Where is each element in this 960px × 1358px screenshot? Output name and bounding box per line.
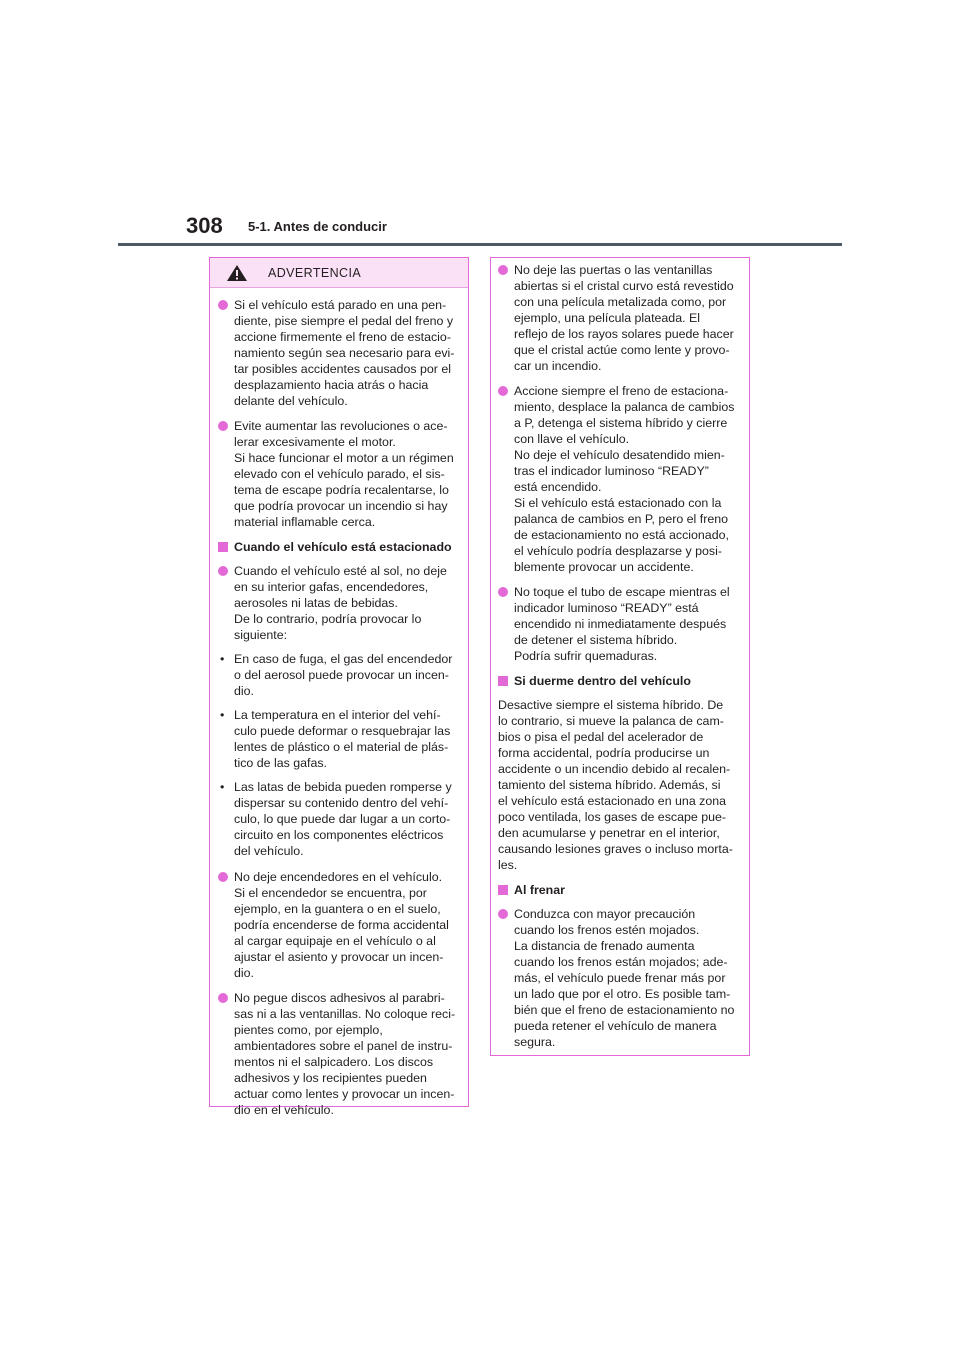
- square-bullet-icon: [498, 885, 508, 895]
- bullet-text: [234, 297, 460, 409]
- sub-bullet-item: [218, 779, 460, 859]
- warning-content-right: [491, 258, 749, 1050]
- text-line: blemente provocar un accidente.: [514, 560, 694, 574]
- header-rule: [118, 243, 842, 246]
- text-line: Las latas de bebida pueden romperse y: [234, 780, 452, 794]
- text-line: culo, lo que puede dar lugar a un corto-: [234, 812, 451, 826]
- sub-bullet-symbol: •: [220, 708, 225, 722]
- text-line: del vehículo.: [234, 844, 304, 858]
- text-line: con llave el vehículo.: [514, 432, 630, 446]
- text-line: car un incendio.: [514, 359, 602, 373]
- sub-bullet-text: [234, 707, 460, 771]
- text-line: tras el indicador luminoso “READY”: [514, 464, 709, 478]
- text-line: actuar como lentes y provocar un incen-: [234, 1087, 455, 1101]
- text-line: poco ventilada, los gases de escape pue-: [498, 810, 727, 824]
- bullet-dot-icon: [498, 587, 508, 597]
- text-line: reflejo de los rayos solares puede hacer: [514, 327, 734, 341]
- text-line: aerosoles ni latas de bebidas.: [234, 596, 398, 610]
- bullet-dot-icon: [218, 566, 228, 576]
- bullet-item: [498, 262, 741, 374]
- text-line: Si el vehículo está parado en una pen-: [234, 298, 447, 312]
- text-line: lo contrario, si mueve la palanca de cam-: [498, 714, 724, 728]
- text-line: den acumularse y penetrar en el interior,: [498, 826, 720, 840]
- text-line: bién que el freno de estacionamiento no: [514, 1003, 735, 1017]
- text-line: pueda retener el vehículo de manera: [514, 1019, 717, 1033]
- text-line: cuando los frenos estén mojados.: [514, 923, 700, 937]
- text-line: Cuando el vehículo esté al sol, no deje: [234, 564, 447, 578]
- text-line: de estacionamiento no está accionado,: [514, 528, 729, 542]
- bullet-text: [234, 563, 460, 643]
- bullet-dot-icon: [218, 993, 228, 1003]
- text-line: De lo contrario, podría provocar lo: [234, 612, 422, 626]
- bullet-text: [514, 383, 741, 575]
- page-number: 308: [186, 213, 223, 238]
- bullet-item: [218, 990, 460, 1118]
- text-line: cuando los frenos están mojados; ade-: [514, 955, 728, 969]
- text-line: material inflamable cerca.: [234, 515, 376, 529]
- text-line: lerar excesivamente el motor.: [234, 435, 396, 449]
- text-line: tar posibles accidentes causados por el: [234, 362, 451, 376]
- text-line: a P, detenga el sistema híbrido y cierre: [514, 416, 728, 430]
- text-line: el vehículo está estacionado en una zona: [498, 794, 727, 808]
- text-line: dio.: [234, 966, 254, 980]
- text-line: indicador luminoso “READY” está: [514, 601, 699, 615]
- subheading-text: Al frenar: [514, 883, 565, 897]
- bullet-item: [218, 869, 460, 981]
- text-line: pientes como, por ejemplo,: [234, 1023, 383, 1037]
- text-line: tamiento del sistema híbrido. Además, si: [498, 778, 721, 792]
- bullet-dot-icon: [498, 265, 508, 275]
- sub-bullet-symbol: •: [220, 652, 225, 666]
- bullet-dot-icon: [218, 300, 228, 310]
- warning-triangle-icon: [226, 264, 248, 282]
- bullet-dot-icon: [218, 872, 228, 882]
- section-title: 5-1. Antes de conducir: [248, 219, 387, 234]
- text-line: ambientadores sobre el panel de instru-: [234, 1039, 453, 1053]
- warning-content-left: [210, 288, 468, 1118]
- text-line: les.: [498, 858, 518, 872]
- bullet-item: [218, 297, 460, 409]
- text-line: al cargar equipaje en el vehículo o al: [234, 934, 436, 948]
- text-line: o del aerosol puede provocar un incen-: [234, 668, 449, 682]
- text-line: ejemplo, una película plateada. El: [514, 311, 700, 325]
- text-line: La distancia de frenado aumenta: [514, 939, 695, 953]
- text-line: No deje las puertas o las ventanillas: [514, 263, 713, 277]
- text-line: Conduzca con mayor precaución: [514, 907, 696, 921]
- text-line: adhesivos y los recipientes pueden: [234, 1071, 427, 1085]
- sub-bullet-item: [218, 651, 460, 699]
- text-line: que podría provocar un incendio si hay: [234, 499, 448, 513]
- text-line: desplazamiento hacia atrás o hacia: [234, 378, 429, 392]
- text-line: miento, desplace la palanca de cambios: [514, 400, 735, 414]
- text-line: podría encenderse de forma accidental: [234, 918, 449, 932]
- bullet-item: [498, 584, 741, 664]
- text-line: culo puede deformar o resquebrajar las: [234, 724, 451, 738]
- text-line: más, el vehículo puede frenar más por: [514, 971, 726, 985]
- bullet-dot-icon: [498, 909, 508, 919]
- square-bullet-icon: [218, 542, 228, 552]
- text-line: En caso de fuga, el gas del encendedor: [234, 652, 453, 666]
- text-line: accione firmemente el freno de estacio-: [234, 330, 451, 344]
- text-line: Desactive siempre el sistema híbrido. De: [498, 698, 724, 712]
- text-line: abiertas si el cristal curvo está revestido: [514, 279, 734, 293]
- text-line: de detener el sistema híbrido.: [514, 633, 678, 647]
- text-line: delante del vehículo.: [234, 394, 348, 408]
- text-line: ejemplo, en la guantera o en el suelo,: [234, 902, 441, 916]
- text-line: un lado que por el otro. Es posible tam-: [514, 987, 731, 1001]
- text-line: sas ni a las ventanillas. No coloque reci-: [234, 1007, 456, 1021]
- text-line: que el cristal actúe como lente y provo-: [514, 343, 730, 357]
- text-line: tema de escape podría recalentarse, lo: [234, 483, 449, 497]
- text-line: No deje el vehículo desatendido mien-: [514, 448, 725, 462]
- text-line: palanca de cambios en P, pero el freno: [514, 512, 728, 526]
- warning-header: [210, 258, 468, 288]
- text-line: forma accidental, podría producirse un: [498, 746, 710, 760]
- text-line: en su interior gafas, encendedores,: [234, 580, 429, 594]
- text-line: La temperatura en el interior del vehí-: [234, 708, 441, 722]
- subheading: [498, 882, 741, 898]
- subheading: [218, 539, 460, 555]
- warning-title: ADVERTENCIA: [268, 265, 362, 280]
- sub-bullet-symbol: •: [220, 780, 225, 794]
- text-line: con una película metalizada como, por: [514, 295, 727, 309]
- text-line: namiento según sea necesario para evi-: [234, 346, 455, 360]
- text-line: causando lesiones graves o incluso morta-: [498, 842, 733, 856]
- bullet-text: [234, 418, 460, 530]
- text-line: diente, pise siempre el pedal del freno y: [234, 314, 454, 328]
- text-line: Si hace funcionar el motor a un régimen: [234, 451, 454, 465]
- text-line: No toque el tubo de escape mientras el: [514, 585, 730, 599]
- text-line: lentes de plástico o el material de plás-: [234, 740, 449, 754]
- text-line: mentos ni el salpicadero. Los discos: [234, 1055, 434, 1069]
- text-line: Si el vehículo está estacionado con la: [514, 496, 722, 510]
- text-line: dio en el vehículo.: [234, 1103, 334, 1117]
- bullet-item: [218, 418, 460, 530]
- bullet-text: [514, 906, 741, 1050]
- text-line: Podría sufrir quemaduras.: [514, 649, 658, 663]
- bullet-text: [514, 262, 741, 374]
- sub-bullet-text: [234, 651, 460, 699]
- bullet-text: [234, 990, 460, 1118]
- bullet-text: [514, 584, 741, 664]
- paragraph: [498, 697, 741, 873]
- text-line: está encendido.: [514, 480, 602, 494]
- text-line: accidente o un incendio debido al recalen-: [498, 762, 731, 776]
- subheading: [498, 673, 741, 689]
- text-line: el vehículo podría desplazarse y posi-: [514, 544, 723, 558]
- bullet-dot-icon: [218, 421, 228, 431]
- text-line: tico de las gafas.: [234, 756, 327, 770]
- sub-bullet-item: [218, 707, 460, 771]
- text-line: Evite aumentar las revoluciones o ace-: [234, 419, 448, 433]
- square-bullet-icon: [498, 676, 508, 686]
- subheading-text: Si duerme dentro del vehículo: [514, 674, 691, 688]
- text-line: encendido ni inmediatamente después: [514, 617, 727, 631]
- bullet-item: [498, 383, 741, 575]
- warning-box-left: [209, 257, 469, 1117]
- text-line: No pegue discos adhesivos al parabri-: [234, 991, 445, 1005]
- text-line: siguiente:: [234, 628, 288, 642]
- bullet-item: [218, 563, 460, 643]
- text-line: Si el encendedor se encuentra, por: [234, 886, 427, 900]
- text-line: dispersar su contenido dentro del vehí-: [234, 796, 449, 810]
- text-line: segura.: [514, 1035, 556, 1049]
- subheading-text: Cuando el vehículo está estacionado: [234, 540, 452, 554]
- text-line: dio.: [234, 684, 254, 698]
- sub-bullet-text: [234, 779, 460, 859]
- text-line: ajustar el asiento y provocar un incen-: [234, 950, 444, 964]
- text-line: circuito en los componentes eléctricos: [234, 828, 444, 842]
- text-line: No deje encendedores en el vehículo.: [234, 870, 443, 884]
- bullet-dot-icon: [498, 386, 508, 396]
- warning-box-right: [490, 257, 750, 1056]
- bullet-text: [234, 869, 460, 981]
- text-line: elevado con el vehículo parado, el sis-: [234, 467, 445, 481]
- text-line: bios o pisa el pedal del acelerador de: [498, 730, 704, 744]
- text-line: Accione siempre el freno de estaciona-: [514, 384, 729, 398]
- bullet-item: [498, 906, 741, 1050]
